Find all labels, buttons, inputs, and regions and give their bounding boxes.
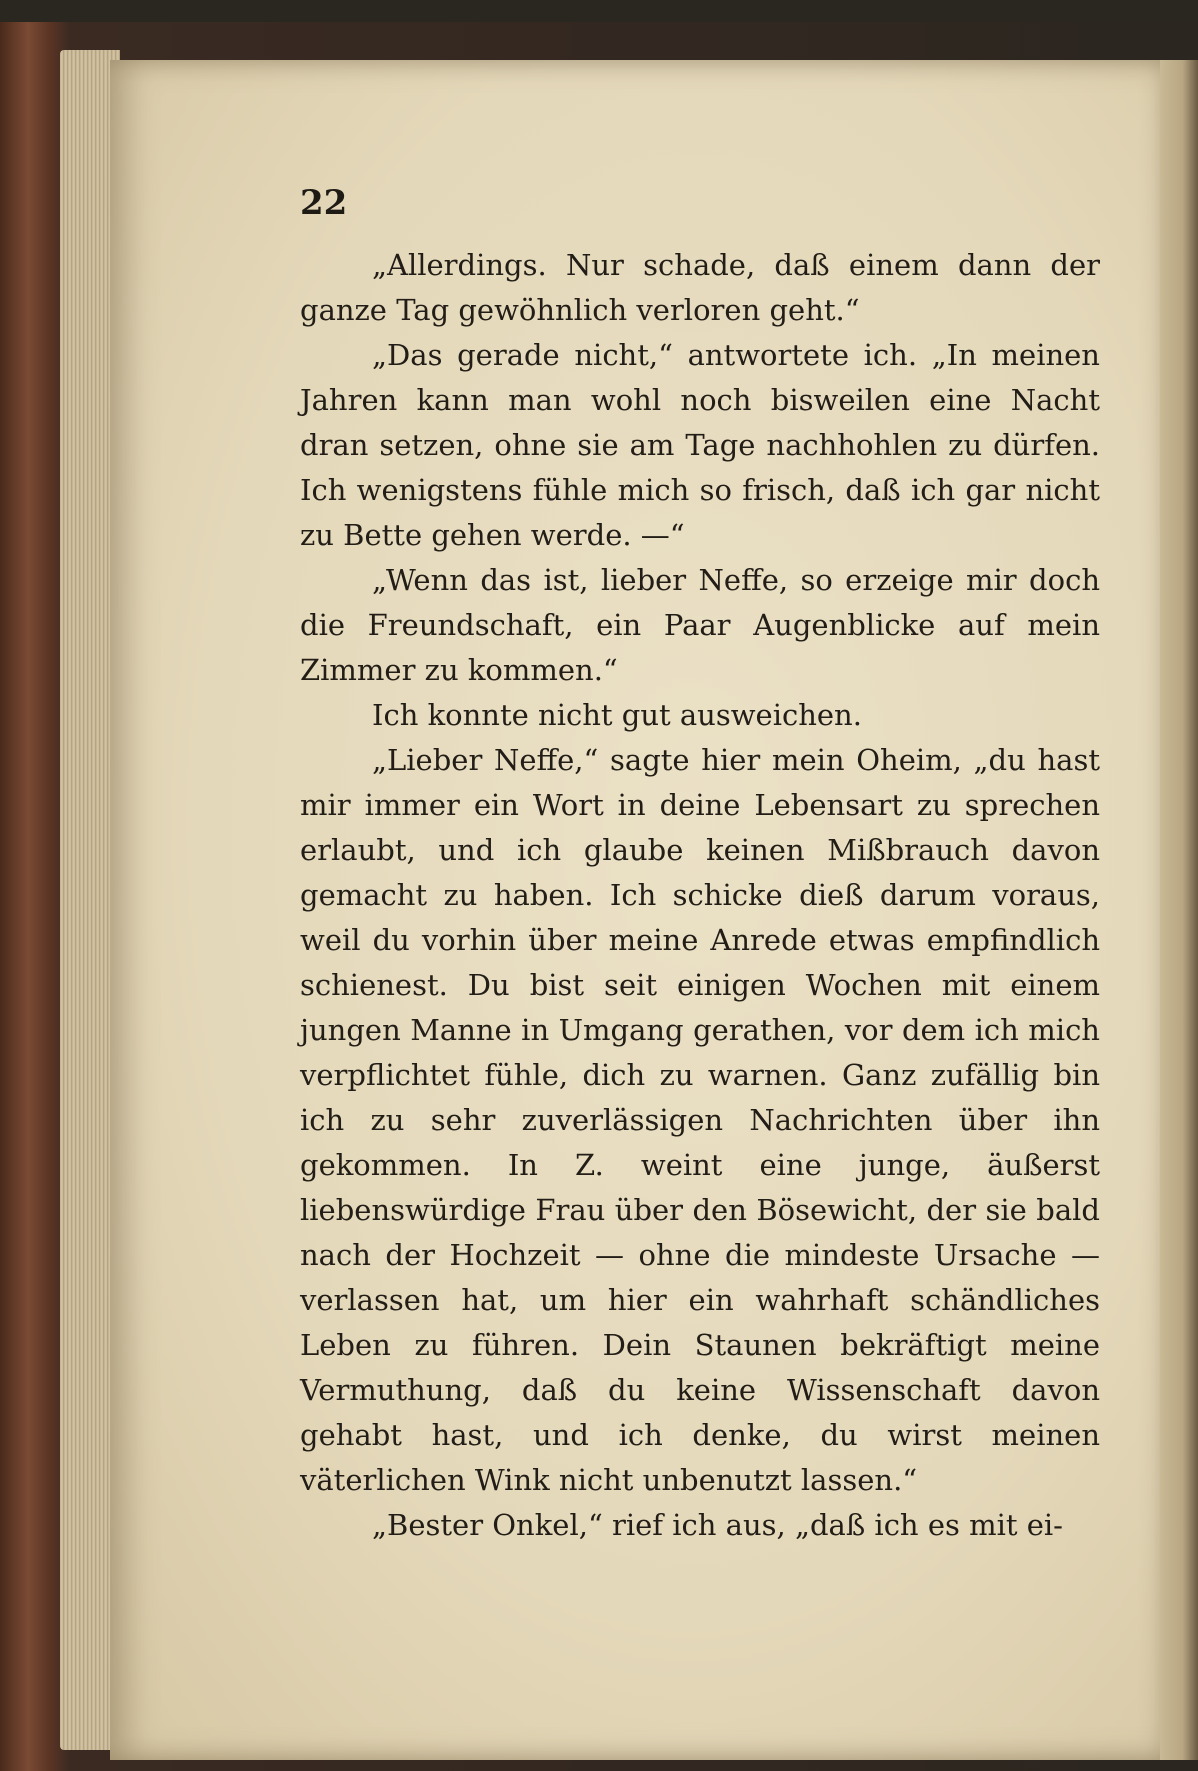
paragraph: Ich konnte nicht gut ausweichen.: [372, 698, 862, 732]
page-number: 22: [300, 183, 348, 223]
page-text: [300, 243, 1100, 1548]
paragraph: „Allerdings. Nur schade, daß einem dann der ganze Tag gewöhnlich verloren geht.“: [300, 248, 1100, 327]
paragraph: „Wenn das ist, lieber Neffe, so erzeige mir doch die Freundschaft, ein Paar Augenblicke auf mein Zimmer zu kommen.“: [300, 563, 1100, 687]
paragraph: „Bester Onkel,“ rief ich aus, „daß ich es mit ei-: [372, 1508, 1063, 1542]
facing-page-edge: [1160, 60, 1198, 1760]
paragraph: „Lieber Neffe,“ sagte hier mein Oheim, „du hast mir immer ein Wort in deine Lebensart zu sprechen erlaubt, und ich glaube keinen Mißbrauch davon gemacht zu haben. Ich schicke dieß darum voraus, weil du vorhin über meine Anrede etwas empfindlich schienest. Du bist seit einigen Wochen mit einem jungen Manne in Umgang gerathen, vor dem ich mich verpflichtet fühle, dich zu warnen. Ganz zufällig bin ich zu sehr zuverlässigen Nachrichten über ihn gekommen. In Z. weint eine junge, äußerst liebenswürdige Frau über den Bösewicht, der sie bald nach der Hochzeit — ohne die mindeste Ursache — verlassen hat, um hier ein wahrhaft schändliches Leben zu führen. Dein Staunen bekräftigt meine Vermuthung, daß du keine Wissenschaft davon gehabt hast, und ich denke, du wirst meinen väterlichen Wink nicht unbenutzt lassen.“: [300, 743, 1100, 1497]
paragraph: „Das gerade nicht,“ antwortete ich. „In meinen Jahren kann man wohl noch bisweilen eine Nacht dran setzen, ohne sie am Tage nachhohlen zu dürfen. Ich wenigstens fühle mich so frisch, daß ich gar nicht zu Bette gehen werde. —“: [300, 338, 1100, 552]
